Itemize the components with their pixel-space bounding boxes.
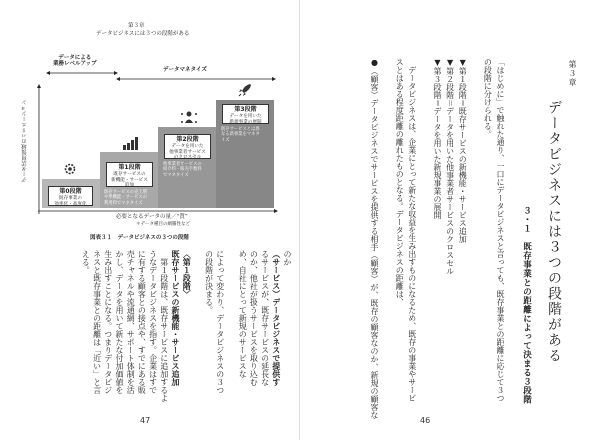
body-column: ▼第３段階＝データを用いた新規事業の展開 [433,58,442,219]
body-column: ▼第２段階＝データを用いた他事業者サービスのクロスセル [445,58,455,275]
body-column: の段階が決まる。 [204,250,214,314]
body-column: 「はじめに」で触れた通り、一口にデータビジネスと言っても、既存事業との距離に応じて３つ [496,58,505,402]
body-column: ▼第１段階＝既存サービスの新機能・サービス追加 [458,58,468,243]
step-2-label: 第2段階 [176,136,199,143]
body-column: （サービス）データビジネスで提供す [271,250,281,386]
step-3-note: 既存サービスとは異 なる新事業をマネタ イズ [221,127,260,143]
step-3-label: 第3段階 [234,106,257,113]
body-column: のか [283,250,292,266]
figure-header-right: データマネタイズ [163,67,207,73]
body-column: 第１段階は、既存サービスに追加するよ [159,250,169,402]
figure-title: データビジネスには３つの段階がある [96,31,190,37]
body-column: 生み出すことになる。つまりデータビジ [103,250,113,394]
x-axis-label: 必要となるデータの量／“質” [116,214,188,220]
step-1-note: 既存サービスの売上増 や準機能・サービスの 利用料でマネタイズ [104,190,147,206]
body-column: ●（顧客）データビジネスでサービスを提供する相手（顧客）が、既存の顧客なのか、新規の顧客な [370,58,379,419]
step-0-desc: 既存事業の 効率化・高度化 [54,196,87,207]
figure-chapter-label: 第３章 [128,23,145,29]
step-2-box [164,134,211,159]
body-column: ネスと既存事業との距離は「近い」と言 [92,250,102,394]
body-column: 既存サービスの新機能・サービス追加 [171,250,180,386]
chapter-title: データビジネスには３つの段階がある [546,100,562,364]
body-column: の段階に分けられる。 [483,58,493,138]
body-column: 売チャネルや流通網、サポート体制を活 [126,250,136,394]
body-column: かし、データを用いて新たな付加価値を [115,250,124,394]
figure-header-left: データによる 業務レベルアップ [53,55,97,67]
body-column: 〈第１段階〉 [182,250,192,298]
step-1-label: 第1段階 [118,164,141,171]
header-left-arrow [46,70,118,76]
body-column: える。 [81,250,91,274]
body-column: るサービスが、既存サービスの延長な [260,250,270,386]
right-page [300,0,600,440]
left-page-number: 47 [140,416,151,425]
step-1-desc: 既存サービスの 新機能・サービス 追加 [111,172,148,189]
step-3-box [222,104,269,124]
step-1-box [106,162,153,187]
step-0-label: 第0段階 [59,188,82,195]
step-2-note: 他事業者サービスの 紹介料・販売手数料 でマネタイズ [163,162,202,178]
person-network-icon [180,110,198,126]
section-title: ３・１ 既存事業との距離によって決まる３段階 [521,206,532,404]
body-column: のか、他社が扱うサービスを取り込む [249,250,259,386]
bar-chart-icon [122,136,140,150]
figure-caption: 図表３１ データビジネスの３つの段階 [90,235,189,241]
right-page-number: 46 [420,416,431,425]
figure-data-business-stages [18,24,280,244]
body-column: うなデータビジネスを指す。企業はすで [148,250,158,394]
body-column: データビジネスは、企業にとって新たな収益を生み出すものになるため、既存の事業やサービ [407,58,417,402]
body-column: スとはある程度距離の離れたものとなる。データビジネスの距離は、 [395,58,405,306]
rocket-icon [237,82,253,98]
gear-icon [62,162,78,176]
body-column: に有する顧客との接点や、すでにある販 [137,250,147,394]
chapter-label: 第３章 [568,60,577,87]
step-2-desc: データを用いた 他事業者サービス のクロスセル [169,144,206,161]
body-column: によって変わり、データビジネスの３つ [215,250,225,394]
x-axis-sublabel: ＊データ種目の網羅性など [136,222,190,227]
step-0-box [48,186,93,206]
step-3-desc: データを用いた 新規事業の展開 [229,114,262,125]
y-axis-label: データ活用領域のバリエーション [22,100,28,183]
body-column: め、自社にとって新規のサービスな [238,250,248,378]
